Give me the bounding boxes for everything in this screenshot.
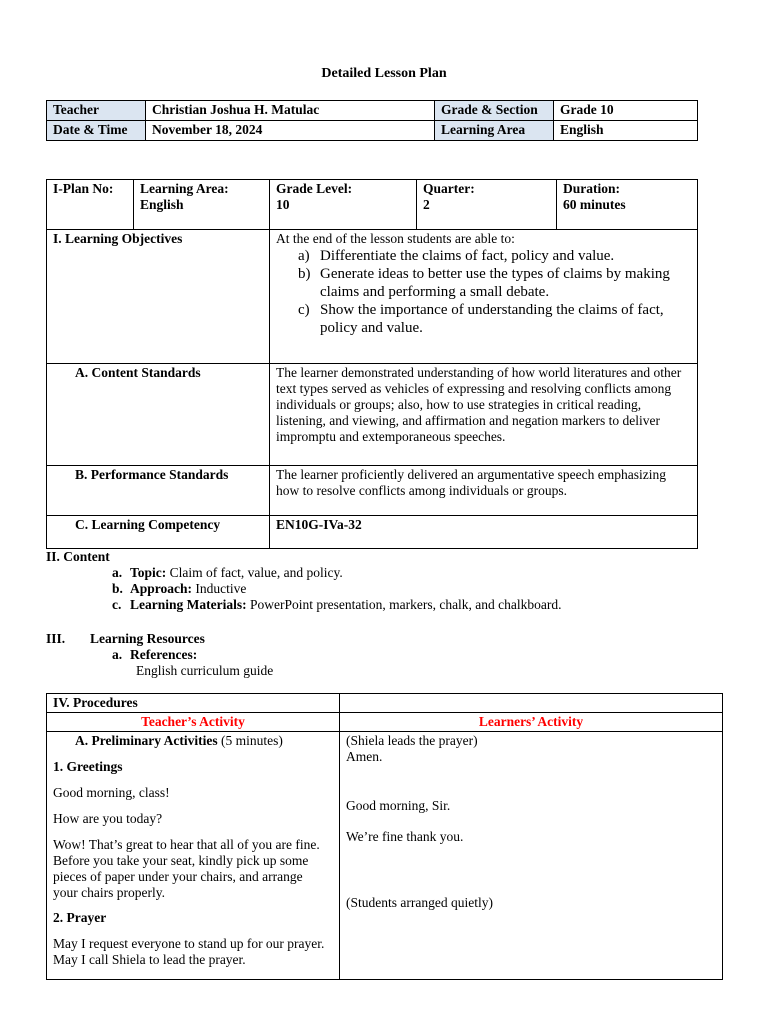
objective-item <box>298 265 691 301</box>
references-text: English curriculum guide <box>136 663 274 678</box>
performance-standards-label: B. Performance Standards <box>47 466 270 516</box>
objective-letter: a) <box>298 248 310 264</box>
objective-text-continued: claims and performing a small debate. <box>320 284 550 300</box>
content-item-letter: b. <box>112 581 123 596</box>
content-item <box>46 581 562 597</box>
grade-level-value: 10 <box>276 197 290 212</box>
duration-cell <box>557 180 698 230</box>
quarter-label: Quarter: <box>423 181 475 196</box>
learner-arranged: (Students arranged quietly) <box>346 895 493 910</box>
resources-numeral: III. <box>46 631 66 646</box>
resources-heading-row <box>46 631 273 647</box>
grade-level-cell <box>270 180 417 230</box>
teacher-instruction <box>53 837 333 901</box>
date-time-value: November 18, 2024 <box>146 121 435 141</box>
plan-table <box>46 179 698 549</box>
learning-area-label: Learning Area <box>435 121 554 141</box>
objectives-intro: At the end of the lesson students are able to: <box>276 231 515 246</box>
references-label: References: <box>130 647 198 662</box>
duration-value: 60 minutes <box>563 197 626 212</box>
learning-area-cell-value: English <box>140 197 184 212</box>
content-heading: II. Content <box>46 549 110 564</box>
performance-standards-cell <box>270 466 698 516</box>
teacher-instruction-line: Wow! That’s great to hear that all of you are fine. <box>53 837 320 852</box>
objectives-cell <box>270 230 698 364</box>
learner-prayer: (Shiela leads the prayer) <box>346 733 478 748</box>
teacher-how-are-you: How are you today? <box>53 811 163 826</box>
objective-text: Generate ideas to better use the types of claims by making <box>320 266 670 282</box>
content-item-letter: c. <box>112 597 122 612</box>
date-time-label: Date & Time <box>47 121 146 141</box>
preliminary-activities <box>53 733 333 749</box>
teacher-instruction-line: your chairs properly. <box>53 885 165 900</box>
content-item-label: Approach: <box>130 581 193 596</box>
grade-level-label: Grade Level: <box>276 181 353 196</box>
learner-greeting: Good morning, Sir. <box>346 798 451 813</box>
content-item-text: Claim of fact, value, and policy. <box>166 565 343 580</box>
teacher-greeting: Good morning, class! <box>53 785 170 800</box>
document-title: Detailed Lesson Plan <box>321 66 447 81</box>
content-standards-line: listening, and viewing, and affirmation and negation markers to deliver <box>276 413 661 428</box>
content-standards-line: individuals or groups; also, how to use strategies in critical reading, <box>276 397 642 412</box>
teacher-value: Christian Joshua H. Matulac <box>146 101 435 121</box>
learner-fine: We’re fine thank you. <box>346 829 464 844</box>
content-item <box>46 565 562 581</box>
content-standards-line: The learner demonstrated understanding of how world literatures and other <box>276 365 682 380</box>
objectives-list <box>276 247 691 337</box>
procedures-table <box>46 693 723 980</box>
learning-area-cell <box>134 180 270 230</box>
header-table <box>46 100 698 141</box>
objective-text: Show the importance of understanding the claims of fact, <box>320 302 664 318</box>
duration-label: Duration: <box>563 181 620 196</box>
content-standards-line: impromptu and extemporaneous speeches. <box>276 429 506 444</box>
quarter-cell <box>417 180 557 230</box>
learning-area-value: English <box>554 121 698 141</box>
preliminary-time: (5 minutes) <box>217 733 283 748</box>
references-row <box>46 647 273 663</box>
objective-letter: c) <box>298 302 310 318</box>
grade-section-value: Grade 10 <box>554 101 698 121</box>
learner-amen: Amen. <box>346 749 383 764</box>
content-standards-cell <box>270 364 698 466</box>
objective-letter: b) <box>298 266 311 282</box>
performance-standards-line: The learner proficiently delivered an argumentative speech emphasizing <box>276 467 666 482</box>
objective-text-continued: policy and value. <box>320 320 423 336</box>
teacher-activity-header: Teacher’s Activity <box>47 713 340 732</box>
content-item-text: PowerPoint presentation, markers, chalk, and chalkboard. <box>246 597 562 612</box>
teacher-label: Teacher <box>47 101 146 121</box>
resources-section <box>46 631 273 679</box>
teacher-prayer-line: May I request everyone to stand up for our prayer. <box>53 936 325 951</box>
iplan-label: I-Plan No: <box>53 181 114 196</box>
grade-section-label: Grade & Section <box>435 101 554 121</box>
resources-heading: Learning Resources <box>90 631 205 646</box>
learning-competency-label: C. Learning Competency <box>47 516 270 549</box>
teacher-instruction-line: pieces of paper under your chairs, and arrange <box>53 869 303 884</box>
objective-text: Differentiate the claims of fact, policy and value. <box>320 248 615 264</box>
objective-item <box>298 247 691 265</box>
greetings-heading: 1. Greetings <box>53 759 123 774</box>
preliminary-label: A. Preliminary Activities <box>75 733 218 748</box>
objective-item <box>298 301 691 337</box>
content-standards-line: text types served as vehicles of expressing and resolving conflicts among <box>276 381 672 396</box>
content-item-text: Inductive <box>192 581 247 596</box>
learning-area-cell-label: Learning Area: <box>140 181 229 196</box>
content-item <box>46 597 562 613</box>
learners-activity-header: Learners’ Activity <box>340 713 723 732</box>
content-item-letter: a. <box>112 565 123 580</box>
learners-activity-cell <box>340 732 723 980</box>
learning-competency-value: EN10G-IVa-32 <box>270 516 698 549</box>
references-letter: a. <box>112 647 123 662</box>
performance-standards-line: how to resolve conflicts among individuals or groups. <box>276 483 567 498</box>
content-section <box>46 549 562 613</box>
procedures-heading: IV. Procedures <box>47 694 340 713</box>
quarter-value: 2 <box>423 197 430 212</box>
teacher-prayer-request <box>53 936 333 968</box>
teacher-prayer-line: May I call Shiela to lead the prayer. <box>53 952 246 967</box>
objectives-label: I. Learning Objectives <box>47 230 270 364</box>
teacher-instruction-line: Before you take your seat, kindly pick up some <box>53 853 309 868</box>
content-standards-label: A. Content Standards <box>47 364 270 466</box>
prayer-heading: 2. Prayer <box>53 910 107 925</box>
iplan-cell <box>47 180 134 230</box>
content-item-label: Topic: <box>130 565 167 580</box>
procedures-heading-empty <box>340 694 723 713</box>
content-item-label: Learning Materials: <box>130 597 247 612</box>
teacher-activity-cell <box>47 732 340 980</box>
